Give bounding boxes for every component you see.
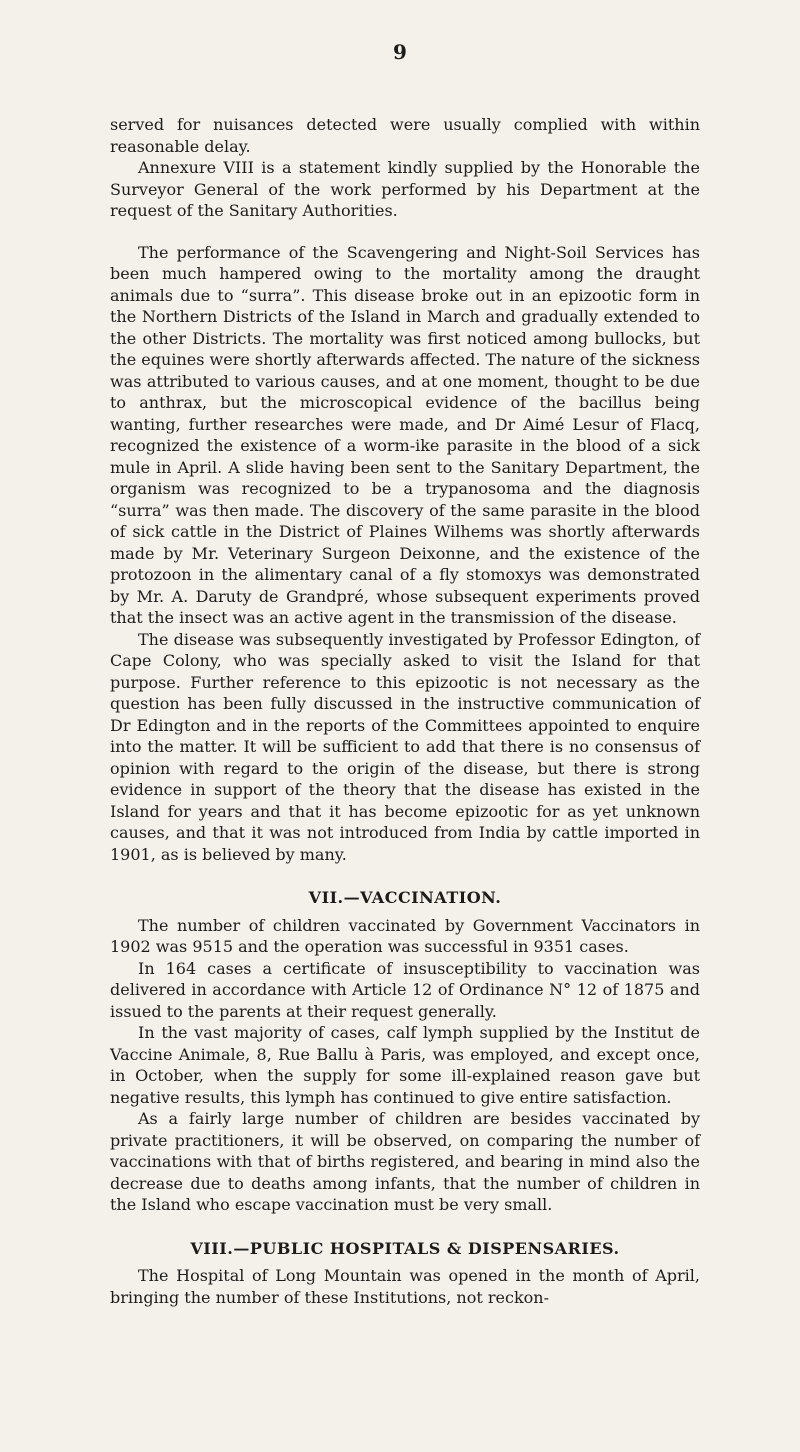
body-text [110,114,700,1308]
section-heading-vaccination: VII.—VACCINATION. [308,888,502,907]
paragraph: served for nuisances detected were usually complied with within reasonable delay. [110,115,700,156]
paragraph: The disease was subsequently investigated by Professor Edington, of Cape Colony, who was specially asked to visit the Island for that purpose. Further reference to this epizootic is not necessary as the question has been fully discussed in the instructive communication of Dr Edington and in the reports of the Committees appointed to enquire into the matter. It will be sufficient to add that there is no consensus of opinion with regard to the origin of the disease, but there is strong evidence in support of the theory that the disease has existed in the Island for years and that it has become epizootic for as yet unknown causes, and that it was not introduced from India by cattle imported in 1901, as is believed by many. [110,629,700,864]
paragraph: As a fairly large number of children are besides vaccinated by private practitioners, it will be observed, on comparing the number of vaccinations with that of births registered, and bearing in mind also the decrease due to deaths among infants, that the number of children in the Island who escape vaccination must be very small. [110,1109,700,1214]
paragraph: Annexure VIII is a statement kindly supplied by the Honorable the Surveyor General of the work performed by his Department at the request of the Sanitary Authorities. [110,158,700,220]
paragraph: In the vast majority of cases, calf lymph supplied by the Institut de Vaccine Animale, 8, Rue Ballu à Paris, was employed, and except once, in October, when the supply for some ill-explained reason gave but negative results, this lymph has continued to give entire satisfaction. [110,1023,700,1107]
paragraph: The Hospital of Long Mountain was opened in the month of April, bringing the number of these Institutions, not reckon- [110,1266,700,1307]
paragraph: In 164 cases a certificate of insusceptibility to vaccination was delivered in accordance with Article 12 of Ordinance N° 12 of 1875 and issued to the parents at their request generally. [110,958,700,1021]
paragraph: The performance of the Scavengering and Night-Soil Services has been much hampered owing to the mortality among the draught animals due to “surra”. This disease broke out in an epizootic form in the Northern Districts of the Island in March and gradually extended to the other Districts. The mortality was first noticed among bullocks, but the equines were shortly afterwards affected. The nature of the sickness was attributed to various causes, and at one moment, thought to be due to anthrax, but the microscopical evidence of the bacillus being wanting, further researches were made, and Dr Aimé Lesur of Flacq, recognized the existence of a worm-ike parasite in the blood of a sick mule in April. A slide having been sent to the Sanitary Department, the organism was recognized to be a trypanosoma and the diagnosis “surra” was then made. The discovery of the same parasite in the blood of sick cattle in the District of Plaines Wilhems was shortly afterwards made by Mr. Veterinary Surgeon Deixonne, and the existence of the protozoon in the alimentary canal of a fly stomoxys was demonstrated by Mr. A. Daruty de Grandpré, whose subsequent experiments proved that the insect was an active agent in the transmission of the disease. [110,242,700,627]
page-number: 9 [393,40,407,64]
section-heading-hospitals: VIII.—PUBLIC HOSPITALS & DISPENSARIES. [190,1238,620,1258]
paragraph: The number of children vaccinated by Government Vaccinators in 1902 was 9515 and the operation was successful in 9351 cases. [110,915,700,956]
